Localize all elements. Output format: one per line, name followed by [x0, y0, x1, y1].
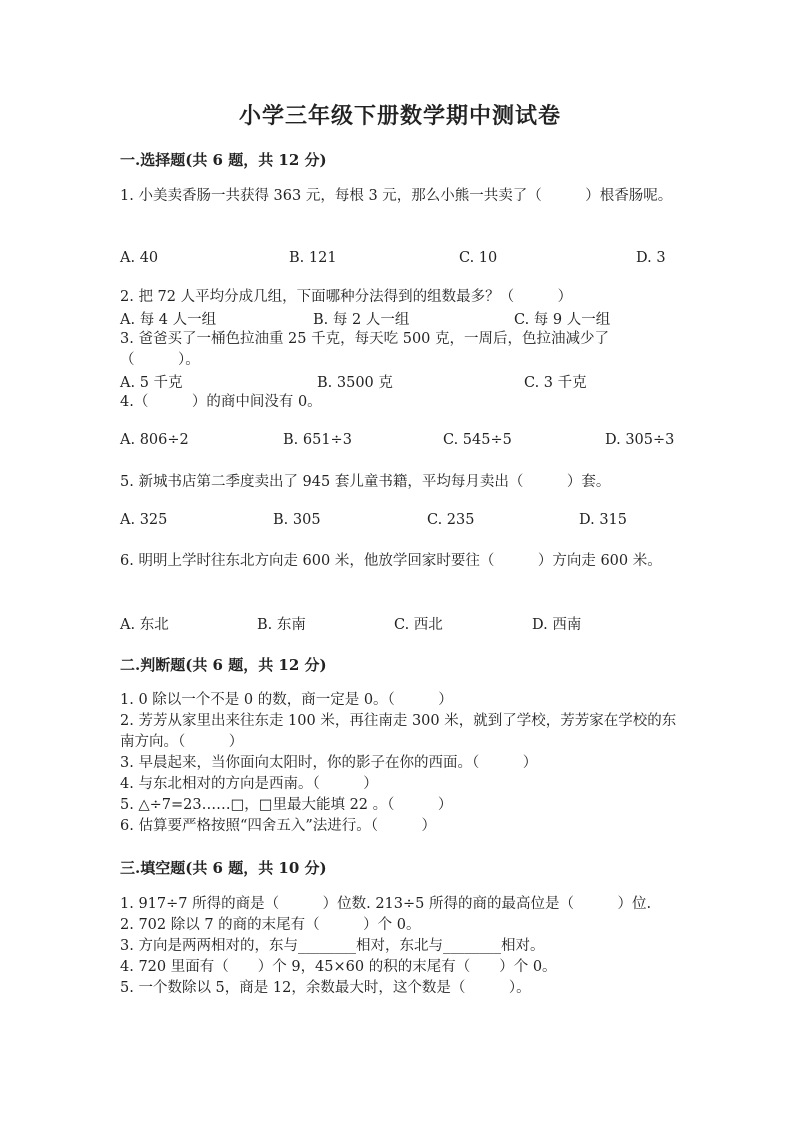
option-a: A. 5 千克 [120, 375, 183, 391]
choice-question-3: 3. 爸爸买了一桶色拉油重 25 千克，每天吃 500 克，一周后，色拉油减少了（ ）。 [120, 331, 610, 368]
option-c: C. 每 9 人一组 [514, 312, 611, 328]
option-b: B. 东南 [257, 617, 306, 633]
option-d: D. 305÷3 [605, 432, 675, 448]
option-d: D. 315 [579, 512, 628, 528]
fill-question-5: 5. 一个数除以 5，商是 12，余数最大时，这个数是（ ）。 [120, 980, 531, 996]
section-heading-judgment: 二.判断题(共 6 题，共 12 分) [120, 656, 327, 674]
choice-question-6: 6. 明明上学时往东北方向走 600 米，他放学回家时要往（ ）方向走 600 米。 [120, 553, 662, 569]
choice-options-1 [120, 250, 680, 271]
option-b: B. 每 2 人一组 [313, 312, 410, 328]
option-b: B. 651÷3 [283, 432, 352, 448]
option-b: B. 305 [273, 512, 321, 528]
choice-options-6 [120, 613, 680, 634]
choice-question-5: 5. 新城书店第二季度卖出了 945 套儿童书籍，平均每月卖出（ ）套。 [120, 474, 611, 490]
judgment-question-6: 6. 估算要严格按照“四舍五入”法进行。（ ） [120, 818, 437, 834]
judgment-question-2: 2. 芳芳从家里出来往东走 100 米，再往南走 300 米，就到了学校，芳芳家在学校的东南方向。（ ） [120, 713, 677, 750]
judgment-question-3: 3. 早晨起来，当你面向太阳时，你的影子在你的西面。（ ） [120, 755, 538, 771]
option-d: D. 3 [636, 250, 666, 266]
judgment-question-1: 1. 0 除以一个不是 0 的数，商一定是 0。（ ） [120, 692, 453, 708]
option-b: B. 3500 克 [317, 375, 393, 391]
choice-question-4: 4.（ ）的商中间没有 0。 [120, 394, 322, 410]
option-a: A. 东北 [120, 617, 169, 633]
option-c: C. 3 千克 [524, 375, 587, 391]
fill-question-1: 1. 917÷7 所得的商是（ ）位数. 213÷5 所得的商的最高位是（ ）位. [120, 896, 652, 912]
option-c: C. 西北 [394, 617, 443, 633]
option-c: C. 10 [459, 250, 498, 266]
choice-options-3 [120, 371, 680, 392]
option-a: A. 325 [120, 512, 168, 528]
choice-options-2 [120, 308, 680, 329]
fill-question-2: 2. 702 除以 7 的商的末尾有（ ）个 0。 [120, 917, 421, 933]
choice-options-4 [120, 432, 680, 453]
option-a: A. 每 4 人一组 [120, 312, 217, 328]
section-heading-fill-in: 三.填空题(共 6 题，共 10 分) [120, 859, 327, 877]
choice-question-2: 2. 把 72 人平均分成几组，下面哪种分法得到的组数最多？（ ） [120, 289, 573, 305]
judgment-question-5: 5. △÷7=23……□，□里最大能填 22 。（ ） [120, 797, 453, 813]
option-a: A. 40 [120, 250, 159, 266]
option-b: B. 121 [289, 250, 337, 266]
judgment-question-4: 4. 与东北相对的方向是西南。（ ） [120, 776, 378, 792]
section-heading-choice: 一.选择题(共 6 题，共 12 分) [120, 151, 327, 169]
option-a: A. 806÷2 [120, 432, 189, 448]
fill-question-3: 3. 方向是两两相对的，东与________相对，东北与________相对。 [120, 938, 545, 954]
choice-options-5 [120, 512, 680, 533]
option-d: D. 西南 [532, 617, 582, 633]
page-title: 小学三年级下册数学期中测试卷 [238, 103, 561, 129]
option-c: C. 545÷5 [443, 432, 512, 448]
option-c: C. 235 [427, 512, 475, 528]
fill-question-4: 4. 720 里面有（ ）个 9，45×60 的积的末尾有（ ）个 0。 [120, 959, 557, 975]
choice-question-1: 1. 小美卖香肠一共获得 363 元，每根 3 元，那么小熊一共卖了（ ）根香肠呢。 [120, 188, 673, 204]
